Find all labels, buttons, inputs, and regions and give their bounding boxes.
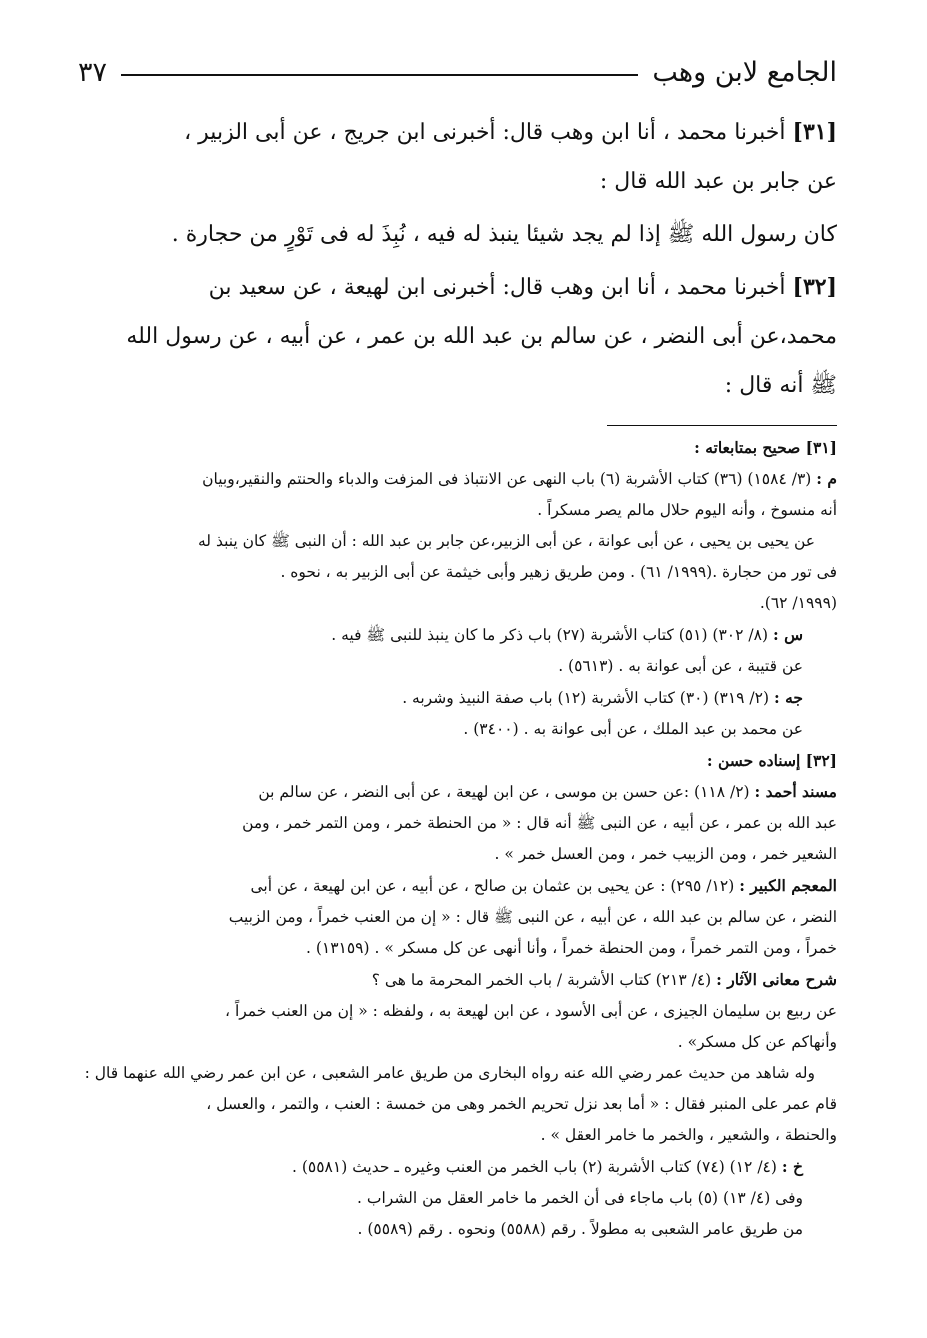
note-line <box>85 619 837 651</box>
hadith-number: [٣١] <box>792 119 837 145</box>
note-text: (٨/ ٣٠٢) (٥١) كتاب الأشربة (٢٧) باب ذكر ما كان ينبذ للنبى ﷺ فيه . <box>331 626 769 644</box>
note-line: من طريق عامر الشعبى به مطولاً . رقم (٥٥٨٨) ونحوه . رقم (٥٥٨٩) . <box>357 1220 803 1238</box>
hadith-31 <box>82 108 837 206</box>
note-line: وله شاهد من حديث عمر رضي الله عنه رواه البخارى من طريق عامر الشعبى ، عن ابن عمر رضي الله عنهما قال : <box>85 1064 815 1082</box>
note-line <box>85 776 837 808</box>
note-text: (٣/ ١٥٨٤) (٣٦) كتاب الأشربة (٦) باب النهى عن الانتباذ فى المزفت والدباء والحنتم والنقير،وبيان <box>202 470 812 488</box>
footnotes <box>85 432 837 1245</box>
source-label: م : <box>816 469 837 488</box>
note-text: (١٢/ ٢٩٥) : عن يحيى بن عثمان بن صالح ، عن أبيه ، عن ابن لهيعة ، عن أبى <box>250 877 735 895</box>
note-line: الشعير خمر ، ومن الزبيب خمر ، ومن العسل خمر » . <box>494 845 837 863</box>
hadith-31-matn <box>82 210 837 259</box>
note-line: عن ربيع بن سليمان الجيزى ، عن أبى الأسود ، عن ابن لهيعة به ، ولفظه : « إن من العنب خمراً ، <box>225 1002 837 1020</box>
note-heading: [٣١] صحيح بمتابعاته : <box>694 438 837 457</box>
note-line: (١٩٩٩/ ٦٢). <box>759 594 837 612</box>
note-line: النضر ، عن سالم بن عبد الله ، عن أبيه ، عن النبى ﷺ قال : « إن من العنب خمراً ، ومن الزبيب <box>228 908 837 926</box>
book-title: الجامع لابن وهب <box>652 56 837 88</box>
note-line: خمراً ، ومن التمر خمراً ، ومن الحنطة خمراً ، وأنا أنهى عن كل مسكر » . (١٣١٥٩) . <box>305 939 837 957</box>
note-text: (٢/ ١١٨) :عن حسن بن موسى ، عن ابن لهيعة ، عن أبى النضر ، عن سالم بن <box>258 783 750 801</box>
text-line: كان رسول الله ﷺ إذا لم يجد شيئا ينبذ له فيه ، نُبِذَ له فى تَوْرٍ من حجارة . <box>171 222 837 247</box>
source-label: المعجم الكبير : <box>739 876 837 895</box>
note-line <box>85 870 837 902</box>
note-line: وفى (٤/ ١٣) (٥) باب ماجاء فى أن الخمر ما خامر العقل من الشراب . <box>357 1189 803 1207</box>
note-line: عن قتيبة ، عن أبى عوانة به . (٥٦١٣) . <box>558 657 803 675</box>
hadith-number: [٣٢] <box>792 274 837 300</box>
source-label: س : <box>772 625 803 644</box>
source-label: مسند أحمد : <box>754 782 837 801</box>
page-number: ٣٧ <box>78 56 108 88</box>
source-label: خ : <box>781 1157 803 1176</box>
header-rule <box>121 74 638 76</box>
hadith-32 <box>82 263 837 410</box>
note-text: (٤/ ٢١٣) كتاب الأشربة / باب الخمر المحرمة ما هى ؟ <box>371 971 712 989</box>
note-line <box>85 964 837 996</box>
source-label: جه : <box>773 688 803 707</box>
note-text: (٤/ ١٢) (٧٤) كتاب الأشربة (٢) باب الخمر من العنب وغيره ـ حديث (٥٥٨١) . <box>292 1158 777 1176</box>
footnote-separator <box>607 425 837 426</box>
main-text <box>82 108 837 410</box>
note-line: عبد الله بن عمر ، عن أبيه ، عن النبى ﷺ أنه قال : « من الحنطة خمر ، ومن التمر خمر ، ومن <box>242 814 837 832</box>
source-label: شرح معانى الآثار : <box>716 970 837 989</box>
note-line: عن يحيى بن يحيى ، عن أبى عوانة ، عن أبى الزبير،عن جابر بن عبد الله : أن النبى ﷺ كان ينبذ له <box>197 532 815 550</box>
note-text: (٢/ ٣١٩) (٣٠) كتاب الأشربة (١٢) باب صفة النبيذ وشربه . <box>402 689 770 707</box>
note-line <box>85 1151 837 1183</box>
note-line: وأنهاكم عن كل مسكر» . <box>677 1033 837 1051</box>
note-line: فى تور من حجارة .(١٩٩٩/ ٦١) . ومن طريق زهير وأبى خيثمة عن أبى الزبير به ، نحوه . <box>280 563 837 581</box>
note-line <box>85 463 837 495</box>
text-line: ﷺ أنه قال : <box>724 373 837 398</box>
text-line: محمد،عن أبى النضر ، عن سالم بن عبد الله بن عمر ، عن أبيه ، عن رسول الله <box>126 324 837 349</box>
note-line: أنه منسوخ ، وأنه اليوم حلال مالم يصر مسكراً . <box>537 501 837 519</box>
text-line: أخبرنا محمد ، أنا ابن وهب قال: أخبرنى ابن لهيعة ، عن سعيد بن <box>208 275 786 300</box>
note-line: والحنطة ، والشعير ، والخمر ما خامر العقل » . <box>540 1126 837 1144</box>
text-line: عن جابر بن عبد الله قال : <box>599 169 837 194</box>
note-line: قام عمر على المنبر فقال : « أما بعد نزل تحريم الخمر وهى من خمسة : العنب ، والتمر ، والعسل ، <box>206 1095 837 1113</box>
note-line <box>85 682 837 714</box>
note-heading: [٣٢] إسناده حسن : <box>706 751 837 770</box>
running-header <box>78 52 837 92</box>
text-line: أخبرنا محمد ، أنا ابن وهب قال: أخبرنى ابن جريج ، عن أبى الزبير ، <box>184 120 786 145</box>
note-line: عن محمد بن عبد الملك ، عن أبى عوانة به . (٣٤٠٠) . <box>463 720 803 738</box>
